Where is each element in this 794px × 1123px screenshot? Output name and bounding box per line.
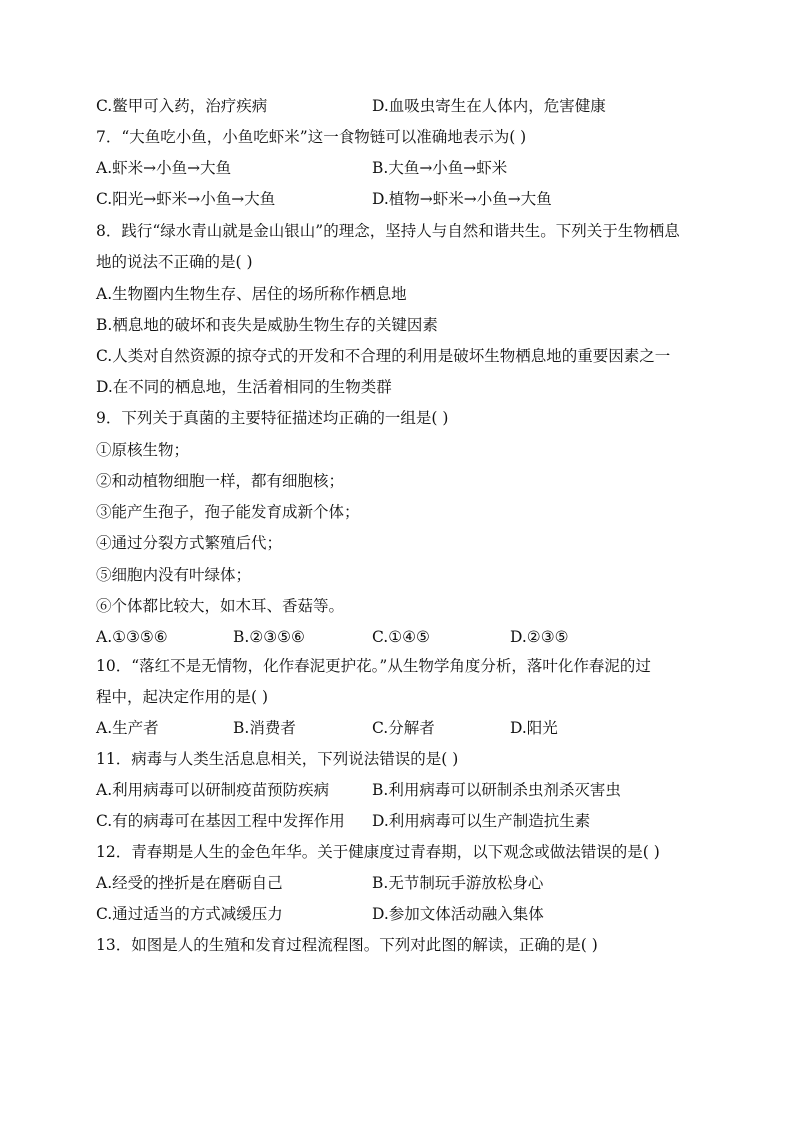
q12-option-d: D.参加文体活动融入集体 [372, 905, 544, 923]
q13-stem: 13．如图是人的生殖和发育过程流程图。下列对此图的解读，正确的是( ) [96, 936, 598, 954]
q8-option-b: B.栖息地的破坏和丧失是威胁生物生存的关键因素 [96, 316, 438, 334]
q12-stem: 12．青春期是人生的金色年华。关于健康度过青春期，以下观念或做法错误的是( ) [96, 843, 660, 861]
q8-stem-line2: 地的说法不正确的是( ) [96, 253, 253, 271]
q9-item: ②和动植物细胞一样，都有细胞核； [96, 472, 345, 490]
q11-stem: 11．病毒与人类生活息息相关，下列说法错误的是( ) [96, 750, 459, 768]
q6-option-c: C.鳖甲可入药，治疗疾病 [96, 97, 268, 115]
q7-option-d: D.植物→虾米→小鱼→大鱼 [372, 190, 552, 208]
q11-option-a: A.利用病毒可以研制疫苗预防疾病 [96, 781, 330, 799]
q10-option-c: C.分解者 [372, 719, 435, 737]
q8-option-c: C.人类对自然资源的掠夺式的开发和不合理的利用是破坏生物栖息地的重要因素之一 [96, 347, 671, 365]
q12-option-c: C.通过适当的方式减缓压力 [96, 905, 283, 923]
q9-item: ①原核生物； [96, 441, 190, 459]
q9-option-a: A.①③⑤⑥ [96, 628, 168, 646]
q9-item: ④通过分裂方式繁殖后代； [96, 534, 283, 552]
q7-option-a: A.虾米→小鱼→大鱼 [96, 159, 232, 177]
q12-option-a: A.经受的挫折是在磨砺自己 [96, 874, 283, 892]
q11-option-c: C.有的病毒可在基因工程中发挥作用 [96, 812, 345, 830]
q11-option-d: D.利用病毒可以生产制造抗生素 [372, 812, 591, 830]
q10-option-d: D.阳光 [510, 719, 558, 737]
q12-option-b: B.无节制玩手游放松身心 [372, 874, 544, 892]
q7-option-c: C.阳光→虾米→小鱼→大鱼 [96, 190, 276, 208]
q10-option-a: A.生产者 [96, 719, 159, 737]
q10-stem-line1: 10．“落红不是无情物，化作春泥更护花。”从生物学角度分析，落叶化作春泥的过 [96, 657, 651, 675]
q9-option-d: D.②③⑤ [510, 628, 569, 646]
q11-option-b: B.利用病毒可以研制杀虫剂杀灭害虫 [372, 781, 621, 799]
q8-option-d: D.在不同的栖息地，生活着相同的生物类群 [96, 378, 392, 396]
q9-item: ⑤细胞内没有叶绿体； [96, 566, 252, 584]
q9-item: ⑥个体都比较大，如木耳、香菇等。 [96, 597, 345, 615]
q9-option-b: B.②③⑤⑥ [233, 628, 305, 646]
q9-option-c: C.①④⑤ [372, 628, 430, 646]
q8-option-a: A.生物圈内生物生存、居住的场所称作栖息地 [96, 285, 407, 303]
q6-option-d: D.血吸虫寄生在人体内，危害健康 [372, 97, 606, 115]
q9-stem: 9．下列关于真菌的主要特征描述均正确的一组是( ) [96, 409, 449, 427]
q9-item: ③能产生孢子，孢子能发育成新个体； [96, 503, 360, 521]
q10-stem-line2: 程中，起决定作用的是( ) [96, 688, 269, 706]
q7-stem: 7．“大鱼吃小鱼，小鱼吃虾米”这一食物链可以准确地表示为( ) [96, 128, 527, 146]
q10-option-b: B.消费者 [233, 719, 296, 737]
q7-option-b: B.大鱼→小鱼→虾米 [372, 159, 508, 177]
q8-stem-line1: 8．践行“绿水青山就是金山银山”的理念，坚持人与自然和谐共生。下列关于生物栖息 [96, 222, 680, 240]
